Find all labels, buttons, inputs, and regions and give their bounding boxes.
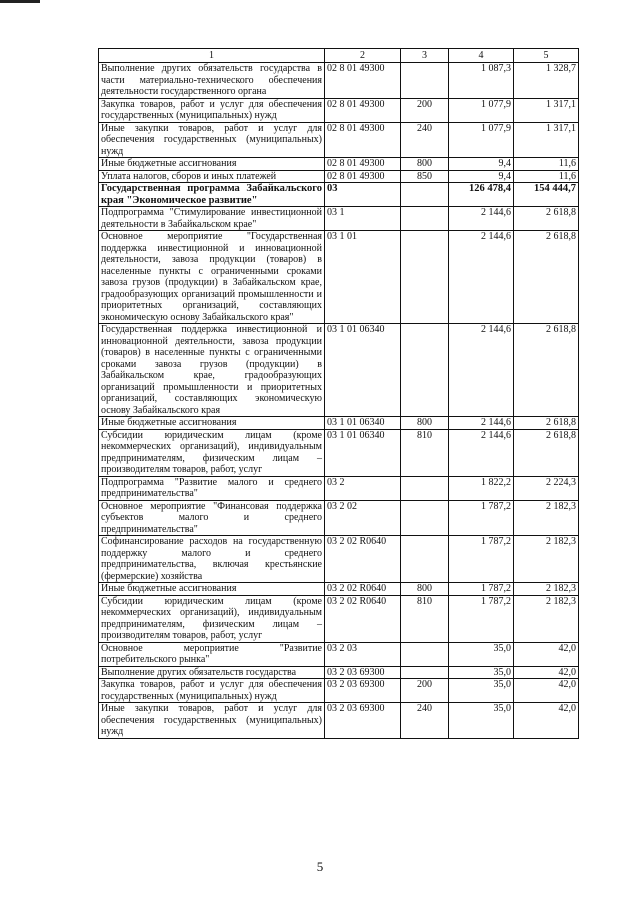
row-value-year1-cell: 2 144,6 xyxy=(449,231,514,324)
table-row xyxy=(99,679,579,703)
row-value-year1-cell: 126 478,4 xyxy=(449,183,514,207)
row-value-year2-cell: 154 444,7 xyxy=(514,183,579,207)
row-code-cell: 03 2 03 xyxy=(325,642,401,666)
row-name-cell: Закупка товаров, работ и услуг для обеспечения государственных (муниципальных) нужд xyxy=(99,98,325,122)
row-code-cell: 02 8 01 49300 xyxy=(325,158,401,171)
row-value-year2-cell: 2 182,3 xyxy=(514,500,579,536)
row-code-cell: 03 2 03 69300 xyxy=(325,666,401,679)
row-type-cell xyxy=(401,666,449,679)
row-type-cell xyxy=(401,207,449,231)
row-name-cell: Уплата налогов, сборов и иных платежей xyxy=(99,170,325,183)
row-type-cell: 800 xyxy=(401,583,449,596)
row-value-year1-cell: 1 077,9 xyxy=(449,122,514,158)
column-header-5: 5 xyxy=(514,49,579,63)
row-name-cell: Основное мероприятие "Государственная поддержка инвестиционной и инновационной деятельности, завоза продукции (товаров) в населенные пункты с ограниченными сроками завоза грузов (продукции) в Забайкальском крае, градообразующих организаций промышленности и приоритетных организаций, составляющих экономическую основу Забайкальского края" xyxy=(99,231,325,324)
row-type-cell xyxy=(401,324,449,417)
row-code-cell: 03 2 02 R0640 xyxy=(325,583,401,596)
row-type-cell xyxy=(401,476,449,500)
row-name-cell: Иные бюджетные ассигнования xyxy=(99,158,325,171)
row-code-cell: 03 2 02 R0640 xyxy=(325,536,401,583)
row-value-year2-cell: 11,6 xyxy=(514,170,579,183)
table-row xyxy=(99,429,579,476)
row-value-year1-cell: 1 787,2 xyxy=(449,583,514,596)
row-name-cell: Выполнение других обязательств государства xyxy=(99,666,325,679)
row-value-year2-cell: 11,6 xyxy=(514,158,579,171)
row-value-year2-cell: 42,0 xyxy=(514,679,579,703)
column-header-1: 1 xyxy=(99,49,325,63)
row-code-cell: 02 8 01 49300 xyxy=(325,170,401,183)
row-type-cell xyxy=(401,183,449,207)
table-header-row xyxy=(99,49,579,63)
table-row xyxy=(99,417,579,430)
row-name-cell: Иные бюджетные ассигнования xyxy=(99,417,325,430)
row-type-cell xyxy=(401,500,449,536)
row-code-cell: 03 1 01 06340 xyxy=(325,429,401,476)
row-value-year1-cell: 1 787,2 xyxy=(449,536,514,583)
row-value-year2-cell: 1 317,1 xyxy=(514,98,579,122)
table-row xyxy=(99,666,579,679)
row-value-year2-cell: 2 618,8 xyxy=(514,207,579,231)
row-type-cell xyxy=(401,536,449,583)
row-name-cell: Подпрограмма "Стимулирование инвестиционной деятельности в Забайкальском крае" xyxy=(99,207,325,231)
table-row xyxy=(99,170,579,183)
table-row xyxy=(99,642,579,666)
row-value-year2-cell: 2 618,8 xyxy=(514,429,579,476)
row-code-cell: 03 2 02 R0640 xyxy=(325,595,401,642)
row-code-cell: 03 2 03 69300 xyxy=(325,679,401,703)
scan-corner-mark xyxy=(0,0,40,3)
table-row xyxy=(99,122,579,158)
column-header-2: 2 xyxy=(325,49,401,63)
row-code-cell: 02 8 01 49300 xyxy=(325,122,401,158)
row-value-year1-cell: 2 144,6 xyxy=(449,429,514,476)
row-value-year1-cell: 9,4 xyxy=(449,158,514,171)
row-value-year1-cell: 35,0 xyxy=(449,679,514,703)
page-number: 5 xyxy=(316,859,324,874)
row-value-year2-cell: 1 328,7 xyxy=(514,63,579,99)
row-name-cell: Иные бюджетные ассигнования xyxy=(99,583,325,596)
row-value-year1-cell: 1 822,2 xyxy=(449,476,514,500)
column-header-4: 4 xyxy=(449,49,514,63)
row-value-year2-cell: 2 182,3 xyxy=(514,583,579,596)
row-value-year1-cell: 1 787,2 xyxy=(449,500,514,536)
row-type-cell: 800 xyxy=(401,158,449,171)
table-row xyxy=(99,98,579,122)
table-row xyxy=(99,583,579,596)
row-code-cell: 03 1 01 06340 xyxy=(325,324,401,417)
table-row xyxy=(99,476,579,500)
row-value-year1-cell: 35,0 xyxy=(449,666,514,679)
row-code-cell: 03 xyxy=(325,183,401,207)
row-name-cell: Субсидии юридическим лицам (кроме некоммерческих организаций), индивидуальным предпринимателям, физическим лицам – производителям товаров, работ, услуг xyxy=(99,595,325,642)
row-name-cell: Государственная программа Забайкальского края "Экономическое развитие" xyxy=(99,183,325,207)
column-header-3: 3 xyxy=(401,49,449,63)
row-value-year1-cell: 1 087,3 xyxy=(449,63,514,99)
row-value-year2-cell: 2 182,3 xyxy=(514,595,579,642)
row-name-cell: Закупка товаров, работ и услуг для обеспечения государственных (муниципальных) нужд xyxy=(99,679,325,703)
table-row xyxy=(99,324,579,417)
row-value-year2-cell: 42,0 xyxy=(514,703,579,739)
row-code-cell: 03 1 01 06340 xyxy=(325,417,401,430)
row-type-cell xyxy=(401,642,449,666)
row-code-cell: 03 2 xyxy=(325,476,401,500)
row-name-cell: Выполнение других обязательств государства в части материально-технического обеспечения деятельности государственного органа xyxy=(99,63,325,99)
table-row xyxy=(99,158,579,171)
row-type-cell: 240 xyxy=(401,122,449,158)
row-code-cell: 03 2 02 xyxy=(325,500,401,536)
row-value-year2-cell: 42,0 xyxy=(514,642,579,666)
row-name-cell: Основное мероприятие "Развитие потребительского рынка" xyxy=(99,642,325,666)
row-type-cell: 200 xyxy=(401,98,449,122)
row-code-cell: 02 8 01 49300 xyxy=(325,98,401,122)
row-type-cell xyxy=(401,63,449,99)
row-name-cell: Субсидии юридическим лицам (кроме некоммерческих организаций), индивидуальным предпринимателям, физическим лицам – производителям товаров, работ, услуг xyxy=(99,429,325,476)
table-row xyxy=(99,536,579,583)
row-name-cell: Софинансирование расходов на государственную поддержку малого и среднего предпринимательства, включая крестьянские (фермерские) хозяйства xyxy=(99,536,325,583)
row-value-year2-cell: 1 317,1 xyxy=(514,122,579,158)
row-name-cell: Иные закупки товаров, работ и услуг для обеспечения государственных (муниципальных) нужд xyxy=(99,703,325,739)
row-name-cell: Подпрограмма "Развитие малого и среднего предпринимательства" xyxy=(99,476,325,500)
row-value-year1-cell: 35,0 xyxy=(449,642,514,666)
row-value-year1-cell: 2 144,6 xyxy=(449,324,514,417)
row-value-year1-cell: 1 787,2 xyxy=(449,595,514,642)
row-type-cell xyxy=(401,231,449,324)
row-value-year2-cell: 2 618,8 xyxy=(514,417,579,430)
row-value-year1-cell: 9,4 xyxy=(449,170,514,183)
row-value-year2-cell: 2 618,8 xyxy=(514,324,579,417)
row-value-year2-cell: 2 224,3 xyxy=(514,476,579,500)
row-value-year2-cell: 2 182,3 xyxy=(514,536,579,583)
row-value-year1-cell: 35,0 xyxy=(449,703,514,739)
row-type-cell: 810 xyxy=(401,429,449,476)
row-name-cell: Государственная поддержка инвестиционной и инновационной деятельности, завоза продукции (товаров) в населенные пункты с ограниченными сроками завоза грузов (продукции) в Забайкальском крае, градообразующих организаций промышленности и приоритетных организаций, составляющих экономическую основу Забайкальского края xyxy=(99,324,325,417)
table-row xyxy=(99,63,579,99)
budget-table xyxy=(98,48,579,739)
table-row xyxy=(99,500,579,536)
row-value-year1-cell: 2 144,6 xyxy=(449,417,514,430)
row-code-cell: 02 8 01 49300 xyxy=(325,63,401,99)
table-row xyxy=(99,595,579,642)
row-type-cell: 240 xyxy=(401,703,449,739)
row-code-cell: 03 1 xyxy=(325,207,401,231)
row-type-cell: 800 xyxy=(401,417,449,430)
row-code-cell: 03 1 01 xyxy=(325,231,401,324)
row-value-year1-cell: 2 144,6 xyxy=(449,207,514,231)
row-type-cell: 850 xyxy=(401,170,449,183)
row-code-cell: 03 2 03 69300 xyxy=(325,703,401,739)
table-row xyxy=(99,703,579,739)
table-row xyxy=(99,183,579,207)
table-row xyxy=(99,231,579,324)
table-row xyxy=(99,207,579,231)
row-value-year1-cell: 1 077,9 xyxy=(449,98,514,122)
row-name-cell: Иные закупки товаров, работ и услуг для обеспечения государственных (муниципальных) нужд xyxy=(99,122,325,158)
row-type-cell: 810 xyxy=(401,595,449,642)
row-name-cell: Основное мероприятие "Финансовая поддержка субъектов малого и среднего предпринимательства" xyxy=(99,500,325,536)
row-value-year2-cell: 2 618,8 xyxy=(514,231,579,324)
row-type-cell: 200 xyxy=(401,679,449,703)
row-value-year2-cell: 42,0 xyxy=(514,666,579,679)
